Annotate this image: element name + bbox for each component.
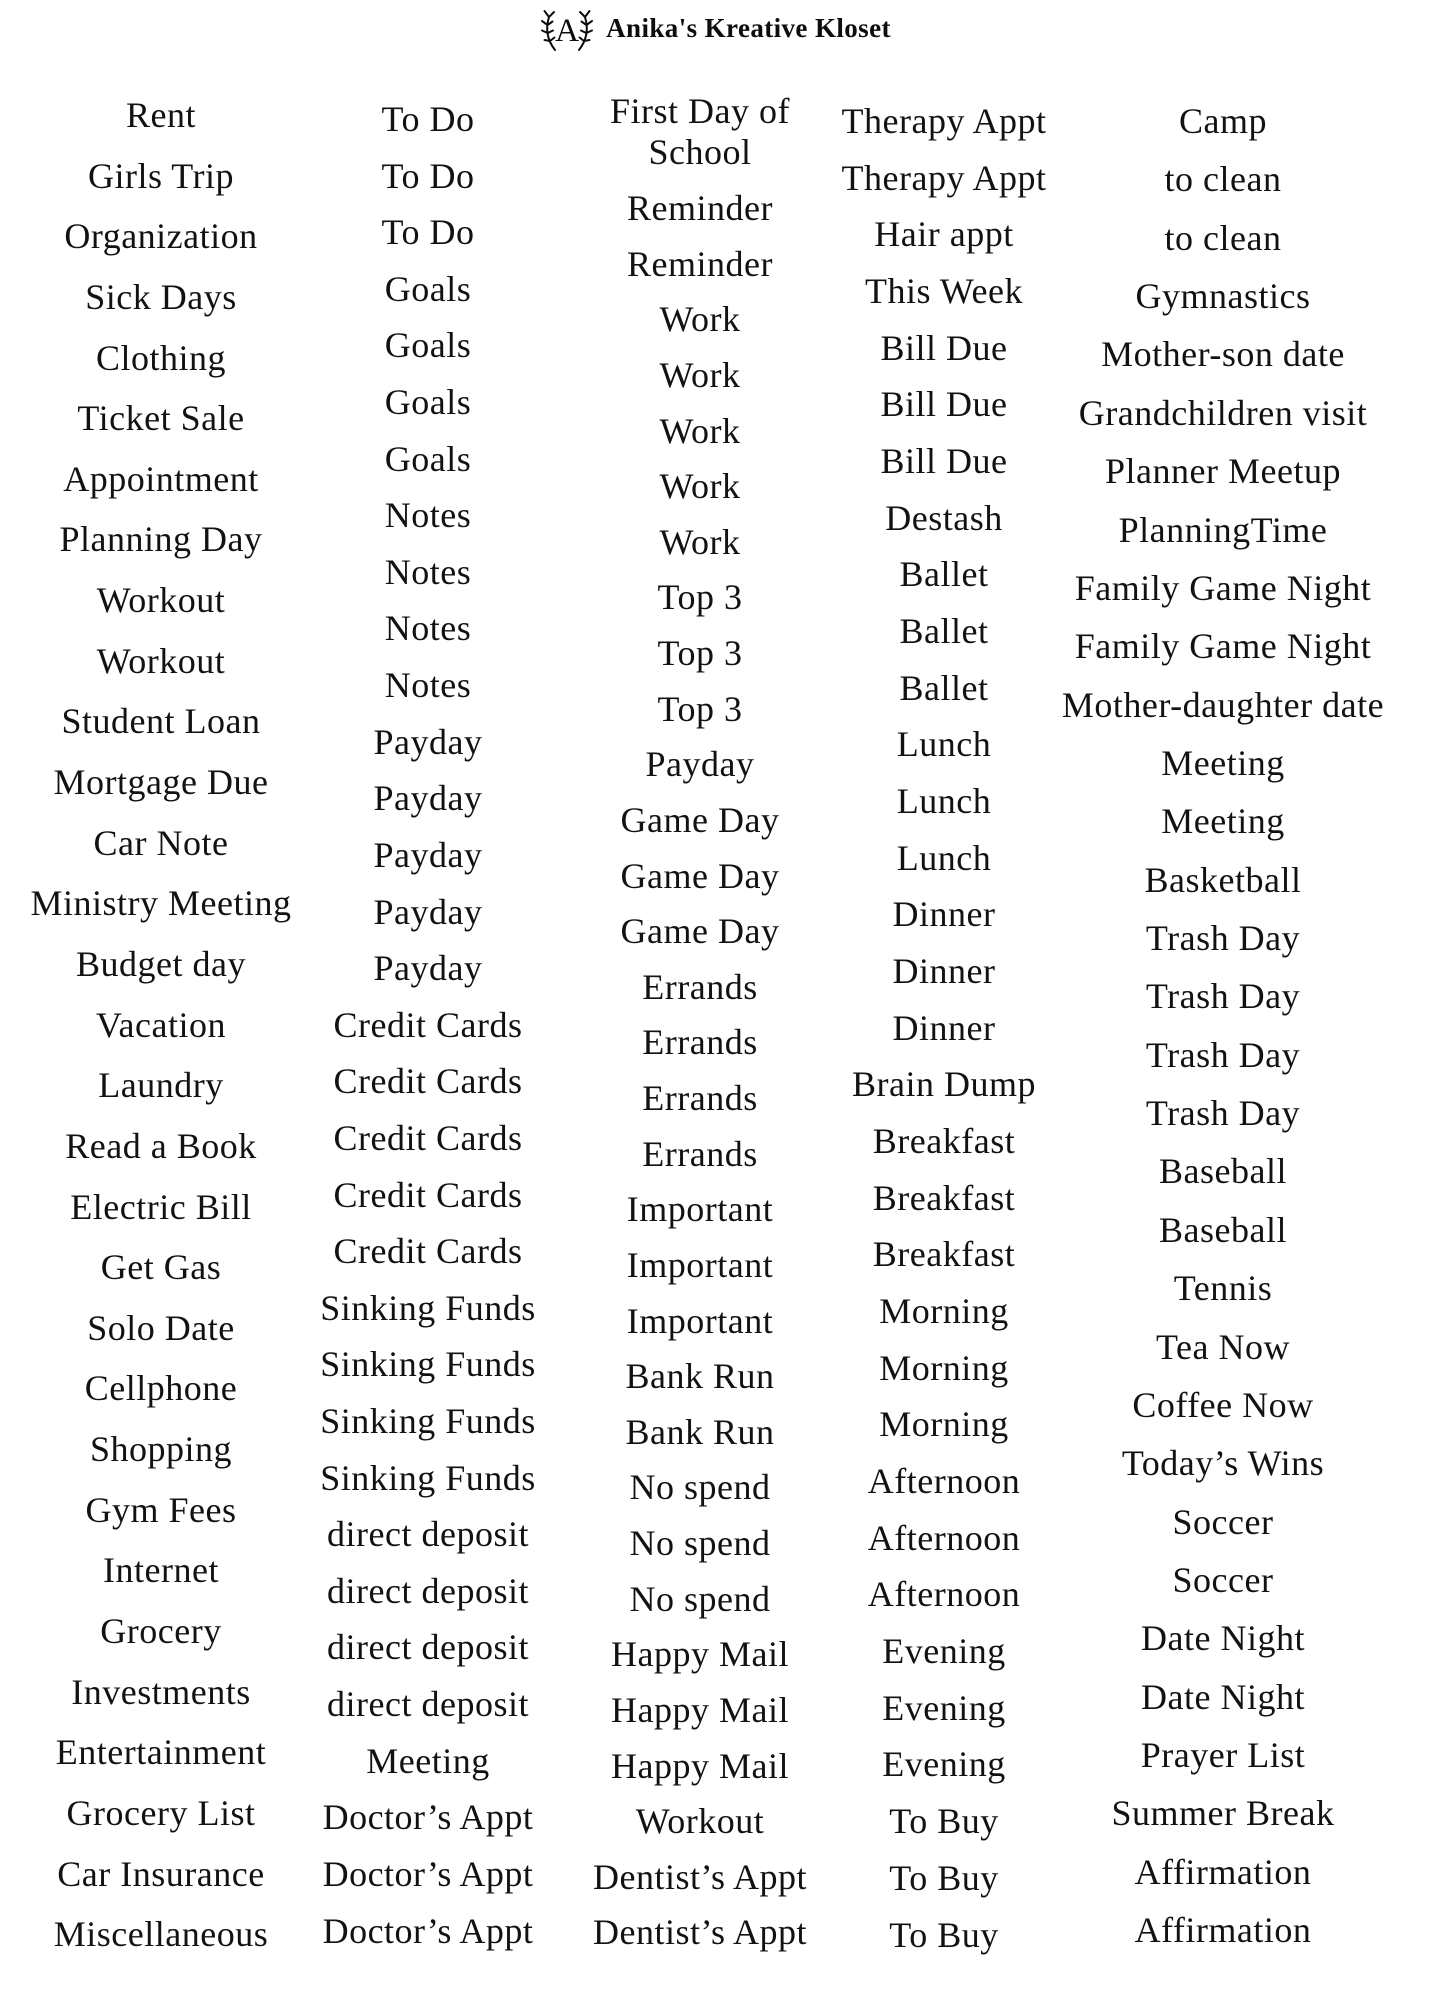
sticker-label: Ballet bbox=[899, 611, 989, 652]
sticker-label: Top 3 bbox=[657, 688, 743, 729]
sticker-label: Notes bbox=[384, 608, 472, 649]
sticker-label: Happy Mail bbox=[611, 1745, 789, 1786]
sticker-label: Shopping bbox=[89, 1429, 233, 1470]
sticker-label: Today’s Wins bbox=[1121, 1443, 1325, 1484]
sticker-label: Credit Cards bbox=[333, 1061, 523, 1102]
sticker-label: Therapy Appt bbox=[841, 101, 1047, 141]
sticker-label: Errands bbox=[642, 1022, 758, 1063]
sticker-label: Morning bbox=[879, 1291, 1009, 1332]
sticker-label: Evening bbox=[882, 1687, 1006, 1728]
sticker-label: Sinking Funds bbox=[320, 1287, 536, 1328]
sticker-label: Bill Due bbox=[880, 441, 1008, 482]
sticker-label: Goals bbox=[384, 438, 472, 479]
sticker-label: Dinner bbox=[892, 951, 996, 992]
sticker-label: Mortgage Due bbox=[53, 762, 269, 803]
sticker-label: Bank Run bbox=[625, 1411, 775, 1452]
sticker-label: Ballet bbox=[899, 667, 989, 708]
sticker-label: Sinking Funds bbox=[320, 1457, 536, 1498]
sticker-label: Entertainment bbox=[55, 1732, 267, 1773]
sticker-label: Reminder bbox=[627, 188, 773, 229]
sticker-label: Payday bbox=[373, 834, 483, 875]
sticker-label: Gym Fees bbox=[85, 1489, 237, 1530]
sticker-label: Reminder bbox=[627, 243, 773, 284]
sticker-label: Meeting bbox=[1161, 801, 1285, 842]
sticker-label: Breakfast bbox=[872, 1234, 1016, 1275]
sticker-label: Gymnastics bbox=[1135, 276, 1311, 317]
sticker-label: Miscellaneous bbox=[53, 1914, 269, 1955]
sticker-column-5 bbox=[1058, 101, 1388, 1952]
sticker-label: Grocery List bbox=[66, 1792, 256, 1833]
sticker-label: Destash bbox=[885, 497, 1003, 538]
sticker-label: Grandchildren visit bbox=[1078, 392, 1368, 433]
sticker-label: Grocery bbox=[100, 1611, 222, 1652]
sticker-label: Errands bbox=[642, 1133, 758, 1174]
sticker-label: Meeting bbox=[366, 1740, 490, 1781]
sticker-label: Electric Bill bbox=[70, 1186, 252, 1227]
sticker-label: No spend bbox=[629, 1467, 771, 1508]
sticker-label: direct deposit bbox=[327, 1627, 529, 1668]
sticker-label: Dinner bbox=[892, 894, 996, 935]
sticker-label: Camp bbox=[1179, 101, 1267, 141]
sticker-label: Errands bbox=[642, 1078, 758, 1119]
sticker-label: Afternoon bbox=[867, 1461, 1021, 1502]
sticker-label: Girls Trip bbox=[87, 155, 235, 196]
sticker-label: Doctor’s Appt bbox=[322, 1797, 534, 1838]
sticker-label: Breakfast bbox=[872, 1121, 1016, 1162]
sticker-label: Basketball bbox=[1144, 859, 1302, 900]
sticker-label: No spend bbox=[629, 1523, 771, 1564]
sticker-label: Organization bbox=[64, 216, 258, 257]
sticker-label: Lunch bbox=[896, 837, 992, 878]
sticker-label: Rent bbox=[126, 95, 196, 135]
sticker-label: Top 3 bbox=[657, 633, 743, 674]
sticker-label: Trash Day bbox=[1145, 1093, 1301, 1134]
sticker-label: To Buy bbox=[889, 1857, 999, 1898]
sticker-label: Internet bbox=[103, 1550, 219, 1591]
sticker-label: Solo Date bbox=[87, 1307, 235, 1348]
sticker-label: Soccer bbox=[1172, 1559, 1274, 1600]
sticker-label: Bill Due bbox=[880, 384, 1008, 425]
sticker-label: Morning bbox=[879, 1404, 1009, 1445]
sticker-label: direct deposit bbox=[327, 1514, 529, 1555]
sticker-label: Errands bbox=[642, 966, 758, 1007]
sticker-label: No spend bbox=[629, 1578, 771, 1619]
sticker-label: Trash Day bbox=[1145, 1034, 1301, 1075]
sticker-label: Dentist’s Appt bbox=[592, 1912, 808, 1953]
sticker-label: Coffee Now bbox=[1132, 1384, 1314, 1425]
sticker-label: Vacation bbox=[96, 1004, 226, 1045]
sticker-label: Afternoon bbox=[867, 1574, 1021, 1615]
sticker-label: Notes bbox=[384, 495, 472, 536]
sticker-label: Bill Due bbox=[880, 327, 1008, 368]
sticker-label: This Week bbox=[865, 271, 1023, 312]
sticker-label: Family Game Night bbox=[1074, 626, 1372, 667]
sticker-label: Investments bbox=[71, 1671, 251, 1712]
sticker-label: Payday bbox=[645, 744, 755, 785]
sticker-label: Game Day bbox=[620, 855, 780, 896]
sticker-label: Ministry Meeting bbox=[30, 883, 292, 924]
sticker-label: To Buy bbox=[889, 1914, 999, 1955]
sticker-label: Mother-son date bbox=[1101, 334, 1345, 375]
sticker-label: to clean bbox=[1164, 217, 1282, 258]
sticker-label: Notes bbox=[384, 551, 472, 592]
sticker-label: Game Day bbox=[620, 799, 780, 840]
sticker-label: Ticket Sale bbox=[77, 398, 245, 439]
sticker-label: Notes bbox=[384, 665, 472, 706]
sticker-label: Game Day bbox=[620, 911, 780, 952]
sticker-label: To Buy bbox=[889, 1801, 999, 1842]
sticker-label: Soccer bbox=[1172, 1501, 1274, 1542]
sticker-column-3 bbox=[592, 91, 808, 1954]
sticker-label: Dentist’s Appt bbox=[592, 1856, 808, 1897]
sticker-label: PlanningTime bbox=[1118, 509, 1328, 550]
sticker-label: Bank Run bbox=[625, 1356, 775, 1397]
laurel-wreath-icon bbox=[538, 4, 596, 52]
brand-name: Anika's Kreative Kloset bbox=[606, 12, 891, 43]
sticker-label: Baseball bbox=[1159, 1209, 1287, 1250]
sticker-label: Affirmation bbox=[1134, 1851, 1312, 1892]
sticker-label: Work bbox=[659, 521, 741, 562]
sticker-label: Tennis bbox=[1173, 1268, 1273, 1309]
sticker-label: Work bbox=[659, 410, 741, 451]
sticker-label: Workout bbox=[96, 580, 226, 621]
sticker-label: Important bbox=[626, 1189, 774, 1230]
sticker-label: direct deposit bbox=[327, 1684, 529, 1725]
sticker-label: Credit Cards bbox=[333, 1004, 523, 1045]
sticker-label: Payday bbox=[373, 891, 483, 932]
sticker-column-2 bbox=[278, 99, 578, 1952]
sticker-label: Laundry bbox=[98, 1065, 224, 1106]
sticker-label: Credit Cards bbox=[333, 1117, 523, 1158]
sticker-label: direct deposit bbox=[327, 1570, 529, 1611]
brand-header bbox=[0, 4, 1429, 52]
sticker-label: To Do bbox=[381, 155, 475, 196]
sticker-label: Work bbox=[659, 466, 741, 507]
sticker-label: Tea Now bbox=[1156, 1326, 1290, 1367]
logo-letter: A bbox=[555, 13, 580, 49]
sticker-label: Important bbox=[626, 1244, 774, 1285]
sticker-label: Goals bbox=[384, 268, 472, 309]
sticker-label: Ballet bbox=[899, 554, 989, 595]
sticker-label: Prayer List bbox=[1140, 1735, 1306, 1776]
sticker-label: Goals bbox=[384, 325, 472, 366]
sticker-label: Student Loan bbox=[61, 701, 261, 742]
sticker-label: Lunch bbox=[896, 724, 992, 765]
sticker-label: Car Note bbox=[93, 822, 229, 863]
sticker-label: Credit Cards bbox=[333, 1231, 523, 1272]
sticker-label: Budget day bbox=[76, 943, 246, 984]
sticker-column-1 bbox=[21, 95, 301, 1956]
sticker-label: Happy Mail bbox=[611, 1634, 789, 1675]
sticker-label: Credit Cards bbox=[333, 1174, 523, 1215]
sticker-label: Doctor’s Appt bbox=[322, 1910, 534, 1951]
sticker-label: Morning bbox=[879, 1347, 1009, 1388]
sticker-label: Payday bbox=[373, 778, 483, 819]
sticker-label: Breakfast bbox=[872, 1177, 1016, 1218]
sticker-label: Planner Meetup bbox=[1105, 451, 1341, 492]
sticker-label: Trash Day bbox=[1145, 976, 1301, 1017]
sticker-label: Summer Break bbox=[1111, 1793, 1335, 1834]
sticker-label: Hair appt bbox=[874, 214, 1014, 255]
sticker-label: Workout bbox=[96, 640, 226, 681]
sticker-label: First Day of School bbox=[610, 91, 790, 173]
sticker-label: Baseball bbox=[1159, 1151, 1287, 1192]
sticker-label: Goals bbox=[384, 382, 472, 423]
sticker-label: Car Insurance bbox=[57, 1853, 265, 1894]
sticker-label: Sick Days bbox=[85, 276, 237, 317]
sticker-label: To Do bbox=[381, 212, 475, 253]
sticker-label: Workout bbox=[635, 1801, 765, 1842]
sticker-label: Planning Day bbox=[59, 519, 263, 560]
sticker-label: Sinking Funds bbox=[320, 1344, 536, 1385]
sticker-label: Date Night bbox=[1141, 1618, 1305, 1659]
sticker-label: To Do bbox=[381, 99, 475, 139]
sticker-label: Get Gas bbox=[100, 1247, 222, 1288]
sticker-label: Happy Mail bbox=[611, 1689, 789, 1730]
sticker-label: Therapy Appt bbox=[841, 157, 1047, 198]
sticker-label: Important bbox=[626, 1300, 774, 1341]
sticker-label: Evening bbox=[882, 1744, 1006, 1785]
sticker-label: Payday bbox=[373, 721, 483, 762]
sticker-label: Afternoon bbox=[867, 1517, 1021, 1558]
sticker-label: Trash Day bbox=[1145, 918, 1301, 959]
sticker-label: Work bbox=[659, 354, 741, 395]
sticker-label: Lunch bbox=[896, 781, 992, 822]
sticker-label: to clean bbox=[1164, 159, 1282, 200]
sticker-label: Appointment bbox=[63, 458, 259, 499]
sticker-label: Mother-daughter date bbox=[1061, 684, 1385, 725]
sticker-column-4 bbox=[794, 101, 1094, 1956]
sticker-label: Family Game Night bbox=[1074, 567, 1372, 608]
sticker-label: Read a Book bbox=[65, 1125, 257, 1166]
sticker-label: Meeting bbox=[1161, 742, 1285, 783]
sticker-label: Sinking Funds bbox=[320, 1401, 536, 1442]
sticker-label: Affirmation bbox=[1134, 1910, 1312, 1951]
sticker-label: Cellphone bbox=[84, 1368, 238, 1409]
sticker-label: Doctor’s Appt bbox=[322, 1853, 534, 1894]
sticker-label: Payday bbox=[373, 948, 483, 989]
sticker-label: Date Night bbox=[1141, 1676, 1305, 1717]
sticker-label: Clothing bbox=[95, 337, 227, 378]
sticker-label: Work bbox=[659, 299, 741, 340]
sticker-label: Top 3 bbox=[657, 577, 743, 618]
sticker-label: Brain Dump bbox=[852, 1064, 1036, 1105]
sticker-label: Dinner bbox=[892, 1007, 996, 1048]
sticker-label: Evening bbox=[882, 1631, 1006, 1672]
